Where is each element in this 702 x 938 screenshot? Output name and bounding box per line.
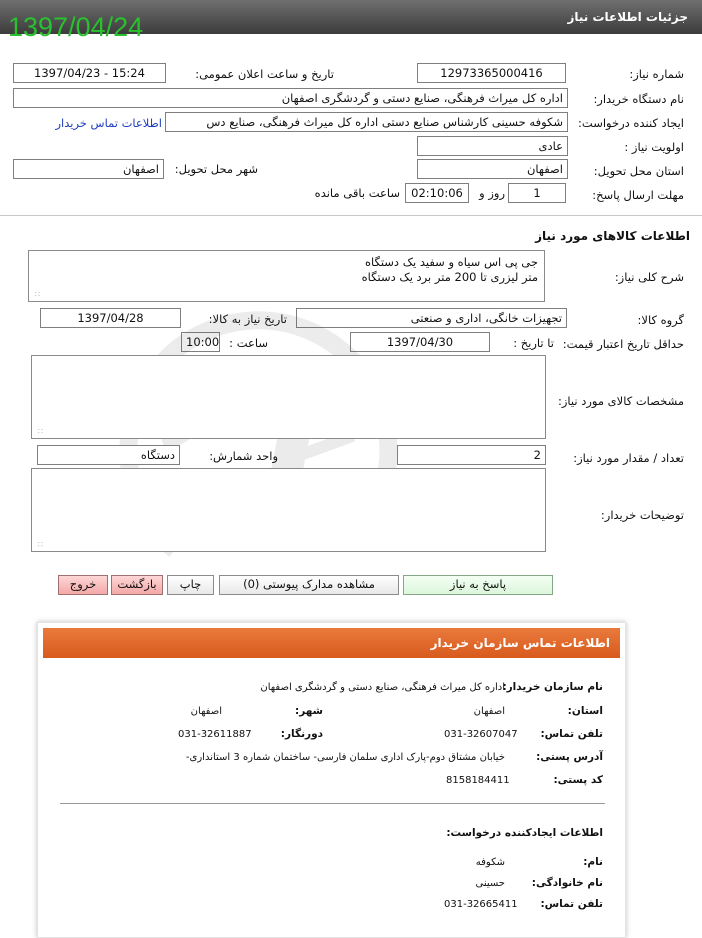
contact-city-value: اصفهان: [190, 706, 222, 717]
quantity-label: تعداد / مقدار مورد نیاز:: [573, 451, 684, 465]
creator-field[interactable]: شکوفه حسینی کارشناس صنایع دستی اداره کل میراث فرهنگی، صنایع دس: [165, 112, 568, 132]
buyer-notes-textarea[interactable]: [31, 468, 546, 552]
contact-province-label: استان:: [567, 705, 603, 717]
date-stamp: 1397/04/24: [8, 12, 144, 42]
resize-handle-icon[interactable]: ∷: [34, 290, 40, 299]
goods-group-label: گروه کالا:: [637, 313, 684, 327]
creator-label: ایجاد کننده درخواست:: [578, 116, 684, 130]
buyer-contact-card: [37, 622, 626, 938]
need-date-label: تاریخ نیاز به کالا:: [208, 312, 287, 326]
reply-button[interactable]: پاسخ به نیاز: [403, 575, 553, 595]
buyer-contact-link[interactable]: اطلاعات تماس خریدار: [55, 116, 162, 130]
summary-line-1: جی پی اس سیاه و سفید یک دستگاه: [364, 255, 538, 269]
contact-org-value: اداره کل میراث فرهنگی، صنایع دستی و گردشگری اصفهان: [260, 682, 505, 693]
contact-phone-label: تلفن تماس:: [540, 728, 603, 740]
deadline-label: مهلت ارسال پاسخ:: [592, 188, 684, 202]
creator-info-title: اطلاعات ایجادکننده درخواست:: [446, 827, 603, 839]
contact-address-value: خیابان مشتاق دوم-پارک اداری سلمان فارسی- ساختمان شماره 3 استانداری-: [185, 752, 505, 763]
creator-name-value: شکوفه: [475, 857, 505, 868]
deadline-remaining-label: ساعت باقی مانده: [314, 186, 400, 200]
priority-label: اولویت نیاز :: [624, 140, 684, 154]
buyer-notes-label: توضیحات خریدار:: [600, 508, 684, 522]
price-valid-time-label: ساعت :: [229, 336, 268, 350]
contact-org-label: نام سازمان خریدار:: [502, 681, 603, 693]
price-valid-time-field[interactable]: 10:00: [181, 332, 220, 352]
summary-line-2: متر لیزری تا 200 متر برد یک دستگاه: [361, 270, 538, 284]
contact-card-header: [43, 628, 620, 658]
contact-address-label: آدرس پستی:: [536, 751, 603, 763]
summary-label: شرح کلی نیاز:: [614, 270, 684, 284]
buyer-org-label: نام دستگاه خریدار:: [593, 92, 684, 106]
specs-label: مشخصات کالای مورد نیاز:: [557, 394, 684, 408]
price-valid-to-label: تا تاریخ :: [513, 336, 554, 350]
contact-divider: [60, 803, 605, 804]
need-date-field[interactable]: 1397/04/28: [40, 308, 181, 328]
creator-family-label: نام خانوادگی:: [531, 877, 603, 889]
need-number-field[interactable]: 12973365000416: [417, 63, 566, 83]
need-number-label: شماره نیاز:: [629, 67, 684, 81]
section-divider: [0, 215, 702, 216]
back-button[interactable]: بازگشت: [111, 575, 163, 595]
creator-name-label: نام:: [583, 856, 603, 868]
deadline-time-field[interactable]: 02:10:06: [405, 183, 469, 203]
creator-phone-label: تلفن تماس:: [540, 898, 603, 910]
exit-button[interactable]: خروج: [58, 575, 108, 595]
contact-postal-value: 8158184411: [446, 775, 510, 786]
resize-handle-icon[interactable]: ∷: [37, 427, 43, 436]
quantity-field[interactable]: 2: [397, 445, 546, 465]
price-valid-label: حداقل تاریخ اعتبار قیمت:: [562, 337, 684, 351]
announce-datetime-field[interactable]: 1397/04/23 - 15:24: [13, 63, 166, 83]
delivery-city-field[interactable]: اصفهان: [13, 159, 164, 179]
priority-field[interactable]: عادی: [417, 136, 568, 156]
contact-postal-label: کد پستی:: [553, 774, 603, 786]
contact-phone-value: 031-32607047: [444, 729, 518, 740]
goods-group-field[interactable]: تجهیزات خانگی، اداری و صنعتی: [296, 308, 567, 328]
summary-textarea[interactable]: [28, 250, 545, 302]
print-button[interactable]: چاپ: [167, 575, 214, 595]
unit-label: واحد شمارش:: [209, 449, 278, 463]
announce-label: تاریخ و ساعت اعلان عمومی:: [195, 67, 334, 81]
contact-province-value: اصفهان: [473, 706, 505, 717]
deadline-days-field[interactable]: 1: [508, 183, 566, 203]
resize-handle-icon[interactable]: ∷: [37, 540, 43, 549]
delivery-province-field[interactable]: اصفهان: [417, 159, 568, 179]
deadline-days-unit: روز و: [479, 186, 505, 200]
unit-field[interactable]: دستگاه: [37, 445, 180, 465]
goods-section-title: اطلاعات کالاهای مورد نیاز: [535, 229, 690, 243]
contact-fax-value: 031-32611887: [178, 729, 252, 740]
delivery-province-label: استان محل تحویل:: [593, 164, 684, 178]
creator-family-value: حسینی: [475, 878, 505, 889]
specs-textarea[interactable]: [31, 355, 546, 439]
creator-phone-value: 031-32665411: [444, 899, 518, 910]
price-valid-date-field[interactable]: 1397/04/30: [350, 332, 490, 352]
attachments-button[interactable]: مشاهده مدارک پیوستی (0): [219, 575, 399, 595]
contact-city-label: شهر:: [295, 705, 323, 717]
page-title: جزئیات اطلاعات نیاز: [567, 10, 688, 24]
delivery-city-label: شهر محل تحویل:: [174, 162, 258, 176]
contact-fax-label: دورنگار:: [280, 728, 323, 740]
contact-card-title: اطلاعات تماس سازمان خریدار: [430, 636, 610, 650]
buyer-org-field[interactable]: اداره کل میراث فرهنگی، صنایع دستی و گردشگری اصفهان: [13, 88, 568, 108]
